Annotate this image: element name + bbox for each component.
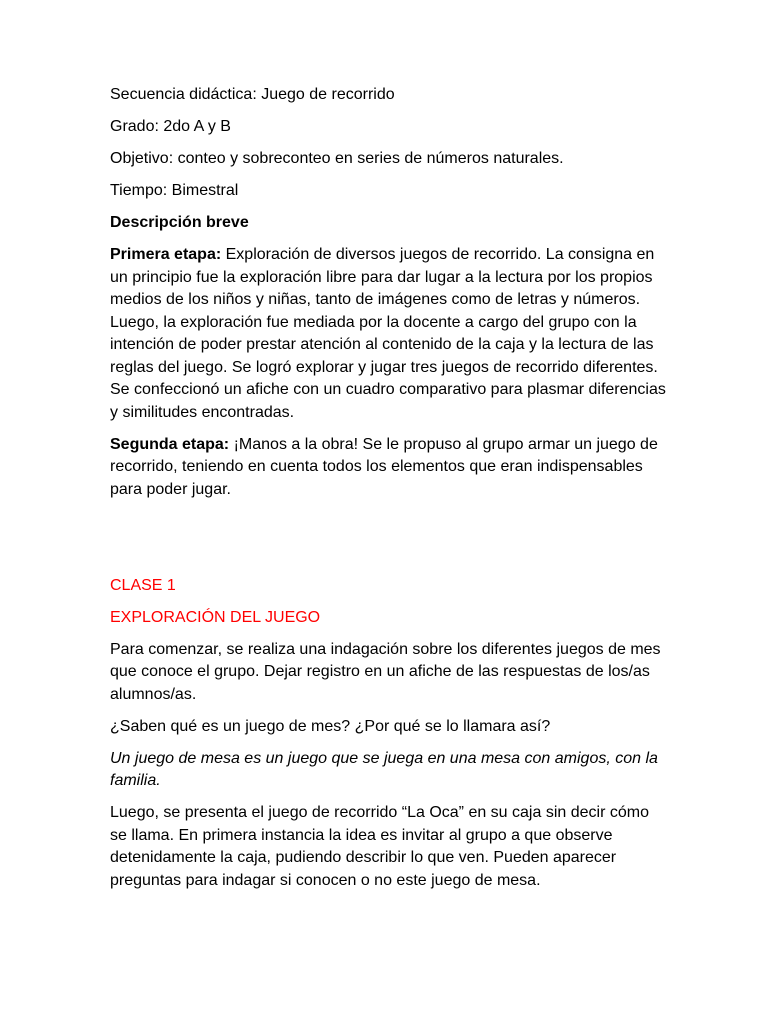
class-1-title: CLASE 1 <box>110 576 176 594</box>
stage-1-text: Exploración de diversos juegos de recorrido. La consigna en un principio fue la exploración libre para dar lugar a la lectura por los propios medios de los niños y niñas, tanto de imágenes como de letras y números. Luego, la exploración fue mediada por la docente a cargo del grupo con la intención de poder prestar atención al contenido de la caja y la lectura de las reglas del juego. Se logró explorar y jugar tres juegos de recorrido diferentes. Se confeccionó un afiche con un cuadro comparativo para plasmar diferencias y similitudes encontradas. <box>110 246 666 421</box>
time-line: Tiempo: Bimestral <box>110 182 239 199</box>
class-1-answer: Un juego de mesa es un juego que se juega en una mesa con amigos, con la familia. <box>110 749 658 789</box>
stage-2-label: Segunda etapa: <box>110 435 230 453</box>
stage-2-text: ¡Manos a la obra! Se le propuso al grupo armar un juego de recorrido, teniendo en cuenta todos los elementos que eran indispensables para poder jugar. <box>110 435 658 498</box>
section-spacer <box>110 511 670 575</box>
class-1-question: ¿Saben qué es un juego de mes? ¿Por qué se lo llamara así? <box>110 717 551 735</box>
description-heading: Descripción breve <box>110 214 249 231</box>
stage-1-label: Primera etapa: <box>110 246 222 263</box>
objective-line: Objetivo: conteo y sobreconteo en series de números naturales. <box>110 150 564 167</box>
class-1-paragraph-1: Para comenzar, se realiza una indagación sobre los diferentes juegos de mes que conoce el grupo. Dejar registro en un afiche de las respuestas de los/as alumnos/as. <box>110 640 661 703</box>
grade-line: Grado: 2do A y B <box>110 118 231 135</box>
class-1-subtitle: EXPLORACIÓN DEL JUEGO <box>110 608 321 626</box>
stage-2-paragraph <box>110 434 670 502</box>
sequence-title: Secuencia didáctica: Juego de recorrido <box>110 86 395 103</box>
stage-1-paragraph <box>110 244 670 424</box>
class-1-paragraph-4: Luego, se presenta el juego de recorrido “La Oca” en su caja sin decir cómo se llama. En primera instancia la idea es invitar al grupo a que observe detenidamente la caja, pudiendo describir lo que ven. Pueden aparecer preguntas para indagar si conocen o no este juego de mesa. <box>110 804 649 889</box>
document-page <box>110 84 670 902</box>
